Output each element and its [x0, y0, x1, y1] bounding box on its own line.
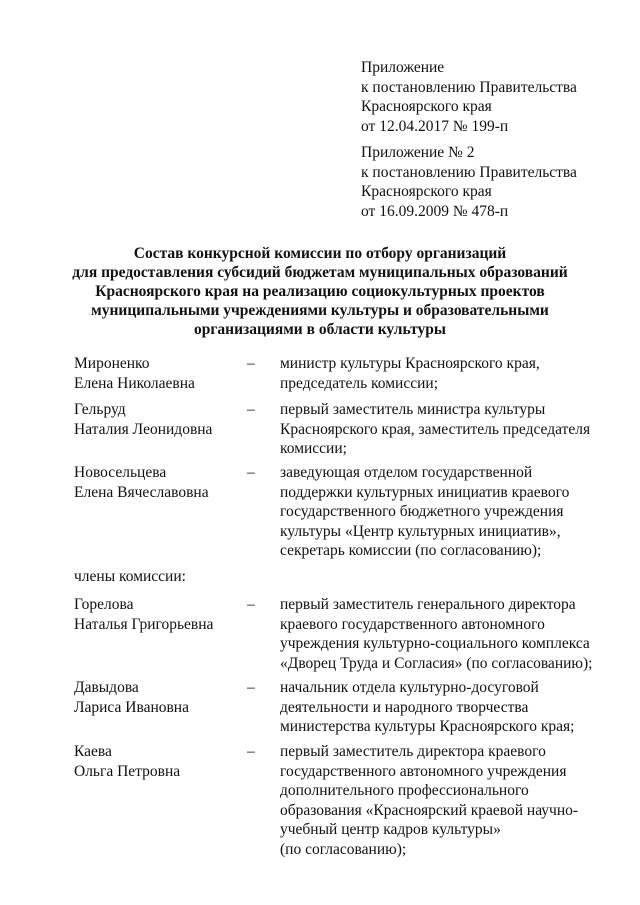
member-name [74, 400, 244, 439]
role-line: комиссии; [280, 440, 347, 457]
member-given-name: Наталья Григорьевна [74, 615, 214, 633]
appendix-line: Приложение [361, 59, 445, 76]
appendix-header-current [361, 58, 631, 136]
role-line: заведующая отделом государственной [280, 464, 533, 481]
member-name [74, 354, 244, 393]
member-given-name: Наталия Леонидовна [74, 420, 213, 438]
dash-separator: – [247, 596, 255, 613]
member-name [74, 595, 244, 634]
appendix-header-original [361, 143, 631, 221]
members-section-label: члены комиссии: [74, 568, 186, 585]
role-line: учебный центр кадров культуры» [280, 821, 501, 838]
appendix-line: от 16.09.2009 № 478-п [361, 202, 509, 220]
appendix-line: к постановлению Правительства [361, 163, 577, 181]
role-line: Красноярского края, заместитель председателя [280, 420, 591, 438]
role-line: министр культуры Красноярского края, [280, 355, 540, 372]
role-line: первый заместитель генерального директора [280, 596, 576, 613]
title-line: Состав конкурсной комиссии по отбору организаций [133, 245, 507, 262]
member-surname: Каева [74, 743, 112, 760]
role-line: деятельности и народного творчества [280, 698, 529, 716]
role-line: государственного бюджетного учреждения [280, 503, 564, 520]
role-line: министерства культуры Красноярского края; [280, 718, 575, 735]
role-line: учреждения культурно-социального комплекса [280, 635, 590, 652]
appendix-line: Красноярского края [361, 98, 492, 115]
appendix-line: Красноярского края [361, 183, 492, 200]
member-surname: Мироненко [74, 355, 150, 372]
member-role [280, 400, 600, 459]
member-given-name: Ольга Петровна [74, 762, 181, 780]
dash-separator: – [247, 679, 255, 696]
appendix-line: к постановлению Правительства [361, 78, 577, 96]
role-line: секретарь комиссии (по согласованию); [280, 542, 542, 559]
role-line: (по согласованию); [280, 840, 407, 858]
role-line: культуры «Центр культурных инициатив», [280, 522, 561, 540]
dash-separator: – [247, 401, 255, 418]
role-line: краевого государственного автономного [280, 615, 545, 633]
member-given-name: Елена Вячеславовна [74, 483, 209, 501]
role-line: «Дворец Труда и Согласия» (по согласованию); [280, 654, 593, 672]
title-line: организациями в области культуры [194, 321, 446, 338]
member-name [74, 463, 244, 502]
member-surname: Горелова [74, 596, 134, 613]
title-line: муниципальными учреждениями культуры и образовательными [91, 302, 549, 319]
member-given-name: Лариса Ивановна [74, 698, 189, 716]
member-role [280, 742, 600, 859]
member-surname: Гельруд [74, 401, 126, 418]
role-line: первый заместитель министра культуры [280, 401, 546, 418]
member-role [280, 463, 600, 561]
role-line: председатель комиссии; [280, 374, 439, 392]
dash-separator: – [247, 464, 255, 481]
title-line: для предоставления субсидий бюджетам муниципальных образований [72, 264, 568, 281]
member-role [280, 678, 600, 737]
document-title [40, 244, 600, 339]
role-line: первый заместитель директора краевого [280, 743, 546, 760]
role-line: государственного автономного учреждения [280, 762, 567, 780]
dash-separator: – [247, 355, 255, 372]
role-line: дополнительного профессионального [280, 782, 529, 799]
role-line: образования «Красноярский краевой научно- [280, 801, 579, 819]
appendix-line: от 12.04.2017 № 199-п [361, 117, 509, 135]
member-role [280, 354, 600, 393]
member-surname: Новосельцева [74, 464, 167, 481]
dash-separator: – [247, 743, 255, 760]
member-surname: Давыдова [74, 679, 139, 696]
appendix-line: Приложение № 2 [361, 144, 475, 161]
role-line: начальник отдела культурно-досуговой [280, 679, 539, 696]
member-given-name: Елена Николаевна [74, 374, 195, 392]
role-line: поддержки культурных инициатив краевого [280, 483, 570, 501]
member-role [280, 595, 600, 673]
title-line: Красноярского края на реализацию социокультурных проектов [95, 283, 545, 300]
member-name [74, 742, 244, 781]
member-name [74, 678, 244, 717]
